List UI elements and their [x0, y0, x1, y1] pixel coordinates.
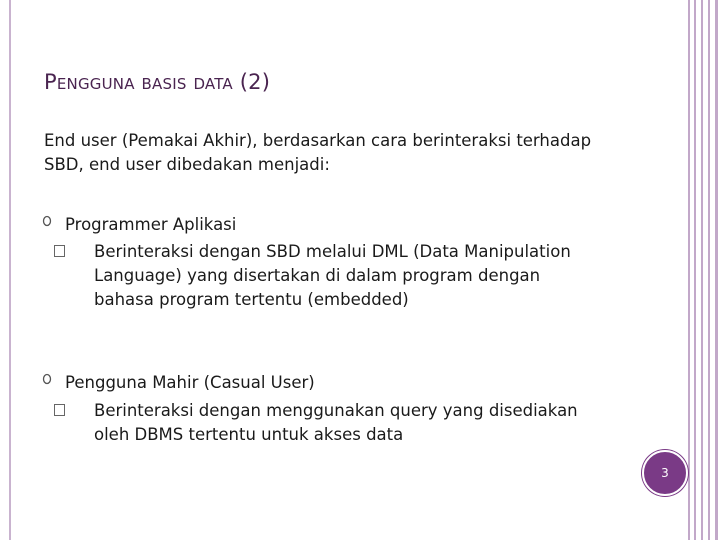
- page-number-badge: 3: [642, 450, 688, 496]
- sub-bullet-text: [94, 399, 592, 447]
- circle-outline-bullet-icon: [42, 373, 52, 388]
- sub-bullet-text-content: Berinteraksi dengan menggunakan query yang disediakan oleh DBMS tertentu untuk akses data: [94, 401, 578, 444]
- intro-text: End user (Pemakai Akhir), berdasarkan cara berinteraksi terhadap SBD, end user dibedakan menjadi:: [44, 131, 592, 174]
- right-border-line: [708, 0, 710, 540]
- square-box-bullet-icon: [54, 245, 65, 257]
- bullet-heading: Pengguna Mahir (Casual User): [65, 373, 315, 392]
- sub-bullet-text: [94, 240, 592, 312]
- right-border-line: [688, 0, 690, 540]
- sub-bullet-item: [52, 240, 592, 312]
- bullet-heading: Programmer Aplikasi: [65, 215, 237, 234]
- right-decorative-band: [682, 0, 720, 540]
- slide-title: Pengguna basis data (2): [44, 70, 271, 94]
- right-border-line: [701, 0, 703, 540]
- sub-bullet-item: [52, 399, 592, 447]
- left-border-line: [9, 0, 11, 540]
- square-box-bullet-icon: [54, 404, 65, 416]
- right-border-line: [715, 0, 718, 540]
- right-border-line: [694, 0, 696, 540]
- sub-bullet-text-content: Berinteraksi dengan SBD melalui DML (Data Manipulation Language) yang disertakan di dalam program dengan bahasa program tertentu (embedded): [94, 242, 571, 309]
- circle-outline-bullet-icon: [42, 215, 52, 230]
